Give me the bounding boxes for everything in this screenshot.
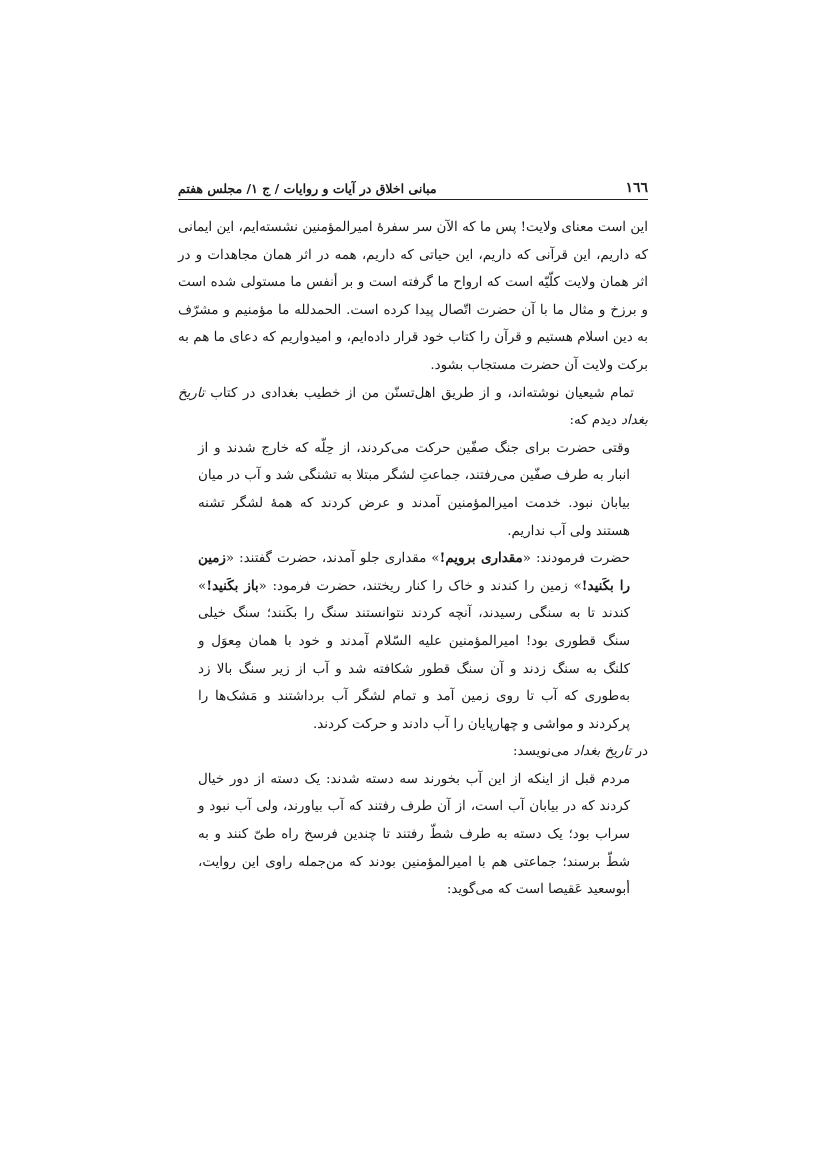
source-second-tail: می‌نویسد: bbox=[513, 744, 570, 760]
imam-command-2: زمین را بکَنید! bbox=[198, 550, 630, 594]
book-title-tarikh-baghdad-2: تاریخ بغداد bbox=[573, 744, 632, 760]
imam-command-3: باز بکَنید! bbox=[206, 577, 259, 594]
source-intro-text: تمام شیعیان نوشته‌اند، و از طریق اهل‌تسنّن من از خطیب بغدادی در کتاب bbox=[210, 385, 634, 401]
block-quote-siffin bbox=[198, 435, 630, 739]
book-title-tarikh-baghdad: تاریخ بغداد bbox=[178, 385, 648, 429]
quote-text: » کندند تا به سنگی رسیدند، آنچه کردند نتوانستند سنگ را بکَنند؛ سنگ خیلی سنگ قطوری بود! امیرالمؤمنین علیه السّلام آمدند و خود با همان مِعوَل و کلنگ به سنگ زدند و آن سنگ قطور شکافته شد و آب از زیر سنگ بالا زد به‌طوری که آب تا روی زمین آمد و تمام لشگر آب برداشتند و مَشک‌ها را پرکردند و مواشی و چهارپایان را آب دادند و حرکت کردند. bbox=[198, 578, 630, 732]
running-title: مبانی اخلاق در آیات و روایات / ج ١/ مجلس هفتم bbox=[178, 181, 437, 196]
paragraph-wilayat: این است معنای ولایت! پس ما که الآن سر سفرهٔ امیرالمؤمنین نشسته‌ایم، این ایمانی که داریم، این قرآنی که داریم، این حیاتی که داریم، همه در اثر همان مجاهدات و در اثر همان ولایت کلّیّه است که ارواح ما گرفته است و بر أنفس ما مستولی شده است و برزخ و مثال ما با آن حضرت اتّصال پیدا کرده است. الحمدلله ما مؤمنیم و مشرّف به دین اسلام هستیم و قرآن را کتاب خود قرار داده‌ایم، و امیدواریم که دعای ما هم به برکت ولایت آن حضرت مستجاب بشود. bbox=[178, 220, 648, 373]
running-header bbox=[178, 170, 648, 200]
book-page bbox=[178, 170, 648, 904]
quote-paragraph-groups: مردم قبل از اینکه از این آب بخورند سه دسته شدند: یک دسته از دور خیال کردند که در بیابان آب است، از آن طرف رفتند که آب بیاورند، ولی آب نبود و سراب بود؛ یک دسته به طرف شطّ رفتند تا چندین فرسخ راه طیّ کنند و به شطّ برسند؛ جماعتی هم با امیرالمؤمنین بودند که من‌جمله راوی این روایت، أبوسعید عَقیصا است که می‌گوید: bbox=[198, 771, 630, 898]
page-number: ١٦٦ bbox=[625, 180, 648, 196]
quote-text: حضرت فرمودند: « bbox=[522, 551, 630, 567]
quote-text: » زمین را کندند و خاک را کنار ریختند، حضرت فرمود: « bbox=[258, 578, 582, 594]
quote-paragraph-digging bbox=[198, 545, 630, 738]
quote-paragraph-thirst: وقتی حضرت برای جنگ صفّین حرکت می‌کردند، از حِلّه که خارج شدند و از انبار به طرف صفّین می‌رفتند، جماعتِ لشگر مبتلا به تشنگی شد و آب در میان بیابان نبود. خدمت امیرالمؤمنین آمدند و عرض کردند که همهٔ لشگر تشنه هستند ولی آب نداریم. bbox=[198, 440, 630, 539]
quote-text: » مقداری جلو آمدند، حضرت گفتند: « bbox=[225, 551, 440, 567]
paragraph-source-intro bbox=[178, 380, 648, 435]
block-quote-three-groups bbox=[198, 766, 630, 904]
imam-command-1: مقداری برویم! bbox=[439, 550, 523, 567]
page-body bbox=[178, 214, 648, 904]
source-intro-tail: دیدم که: bbox=[569, 413, 617, 429]
paragraph-source-second bbox=[178, 738, 648, 766]
source-second-text: در bbox=[635, 744, 648, 760]
